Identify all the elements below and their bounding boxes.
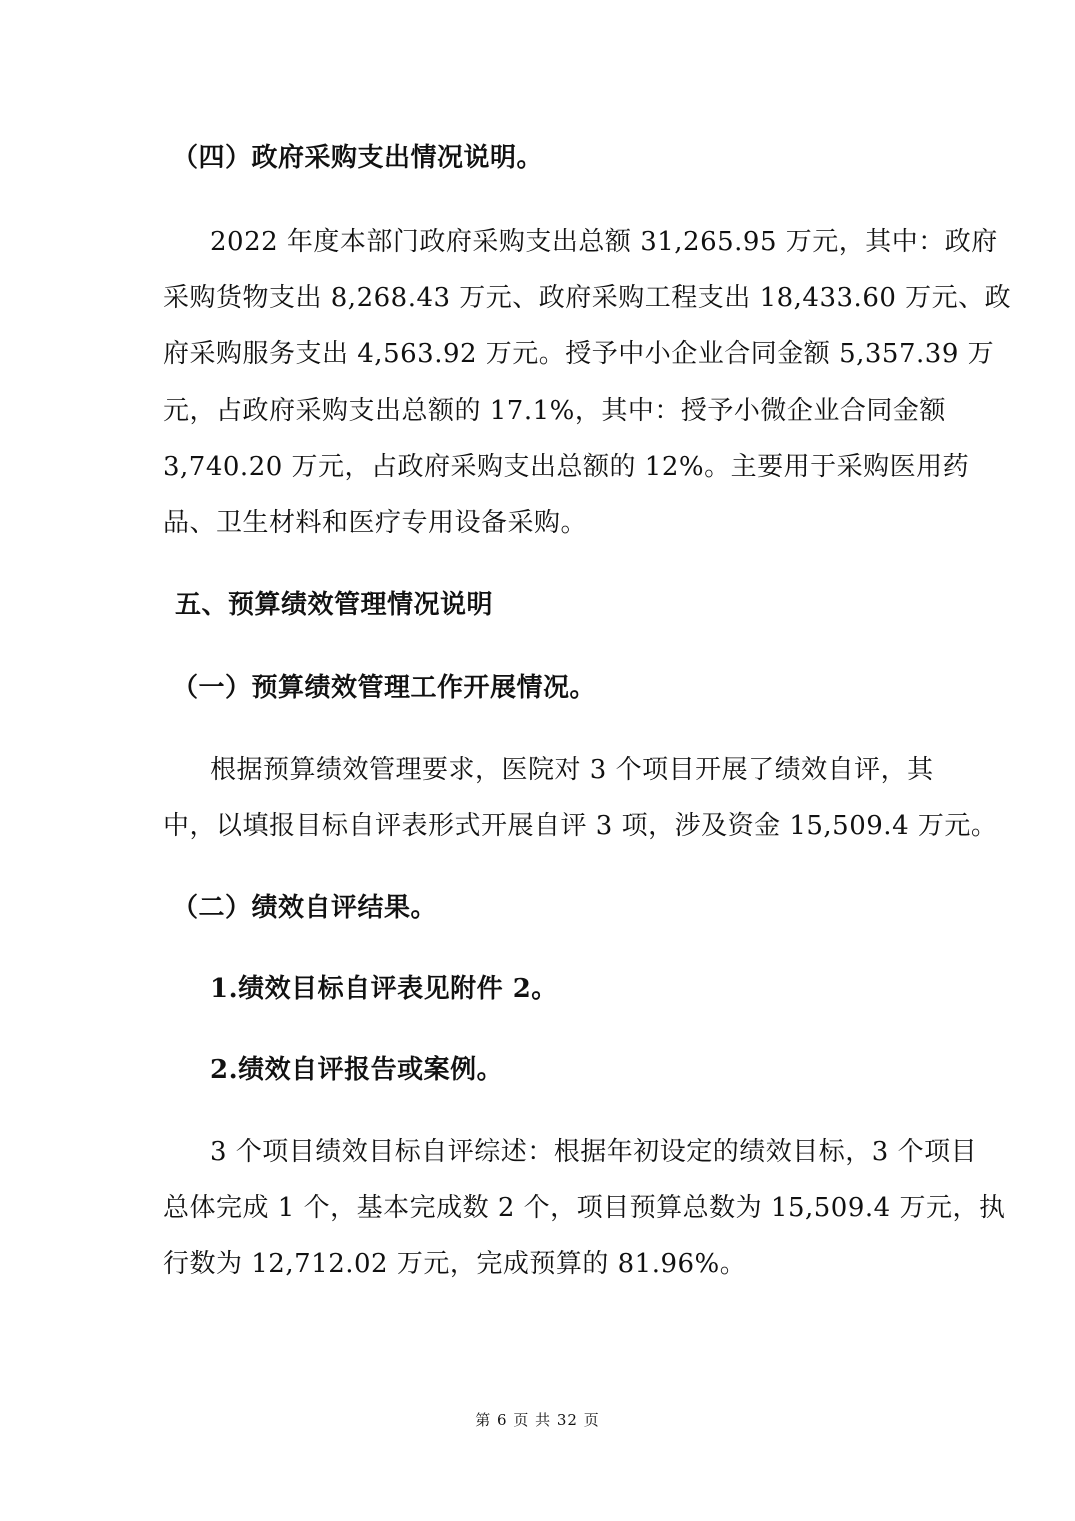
subsection-1-heading: （一）预算绩效管理工作开展情况。 (172, 673, 597, 703)
paragraph-line: 中，以填报目标自评表形式开展自评 3 项，涉及资金 15,509.4 万元。 (163, 811, 998, 841)
item-2-heading: 2.绩效自评报告或案例。 (210, 1055, 504, 1085)
paragraph-line: 行数为 12,712.02 万元，完成预算的 81.96%。 (163, 1249, 747, 1279)
section-5-heading: 五、预算绩效管理情况说明 (175, 590, 494, 620)
paragraph-line: 3 个项目绩效目标自评综述：根据年初设定的绩效目标，3 个项目 (210, 1137, 978, 1167)
paragraph-line: 府采购服务支出 4,563.92 万元。授予中小企业合同金额 5,357.39 万 (163, 339, 995, 369)
page-footer: 第 6 页 共 32 页 (475, 1411, 600, 1429)
paragraph-line: 总体完成 1 个，基本完成数 2 个，项目预算总数为 15,509.4 万元，执 (163, 1193, 1006, 1223)
section-4-heading: （四）政府采购支出情况说明。 (172, 143, 544, 173)
paragraph-line: 采购货物支出 8,268.43 万元、政府采购工程支出 18,433.60 万元、政 (163, 283, 1012, 313)
item-1-heading: 1.绩效目标自评表见附件 2。 (210, 974, 558, 1004)
subsection-2-heading: （二）绩效自评结果。 (172, 893, 438, 923)
paragraph-line: 元，占政府采购支出总额的 17.1%，其中：授予小微企业合同金额 (163, 396, 946, 426)
paragraph-line: 根据预算绩效管理要求，医院对 3 个项目开展了绩效自评，其 (210, 755, 934, 785)
paragraph-line: 2022 年度本部门政府采购支出总额 31,265.95 万元，其中：政府 (210, 227, 998, 257)
paragraph-line: 3,740.20 万元，占政府采购支出总额的 12%。主要用于采购医用药 (163, 452, 970, 482)
paragraph-line: 品、卫生材料和医疗专用设备采购。 (163, 508, 588, 538)
